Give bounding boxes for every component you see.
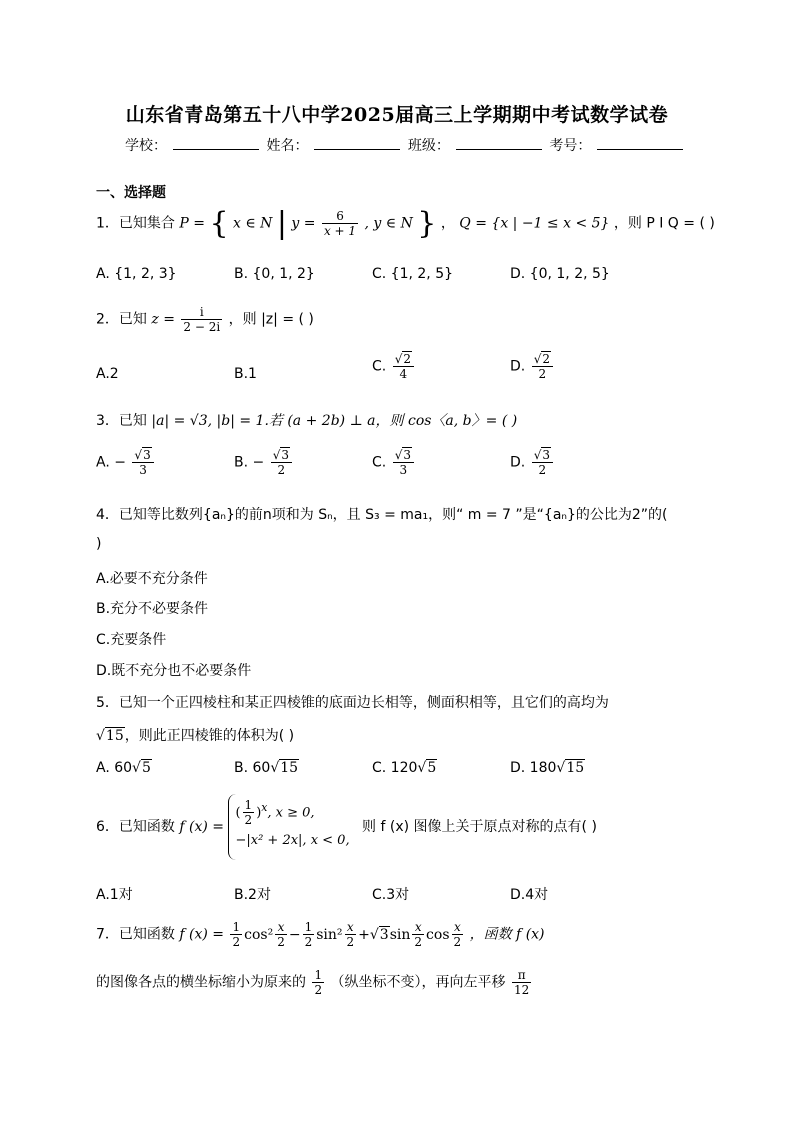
q3-c-label: C. bbox=[372, 454, 387, 471]
q7-pi-den: 12 bbox=[514, 983, 530, 997]
q5-d-sqrt: √15 bbox=[556, 760, 585, 776]
q6-case-2: −|x² + 2x|, x < 0, bbox=[235, 833, 350, 849]
q7-half-num: 1 bbox=[314, 968, 323, 982]
q4-option-a[interactable]: A.必要不充分条件 bbox=[96, 571, 208, 587]
q3-option-c[interactable] bbox=[372, 448, 416, 477]
question-5-line1: 5．已知一个正四棱柱和某正四棱锥的底面边长相等，侧面积相等，且它们的高均为 bbox=[96, 695, 609, 711]
q2-option-c[interactable] bbox=[372, 352, 416, 381]
q5-c-sqrt: √5 bbox=[417, 760, 437, 776]
q5-d-rad: 15 bbox=[566, 760, 585, 776]
q5-option-c[interactable] bbox=[372, 760, 437, 776]
q7-line2-mid: （纵坐标不变），再向左平移 bbox=[330, 974, 506, 991]
q6-option-c[interactable]: C.3对 bbox=[372, 887, 410, 903]
q2-option-d[interactable] bbox=[510, 352, 555, 381]
q3-option-d[interactable] bbox=[510, 448, 555, 477]
brace-open: { bbox=[209, 206, 229, 241]
q1-mid: ， bbox=[440, 215, 455, 232]
q5-option-b[interactable] bbox=[234, 760, 299, 776]
divider-bar: | bbox=[276, 206, 287, 241]
q7-stem: 7．已知函数 bbox=[96, 926, 175, 943]
number-blank[interactable] bbox=[597, 137, 683, 150]
q1-option-d[interactable]: D. {0, 1, 2, 5} bbox=[510, 266, 610, 282]
q5-a-label: A. 60 bbox=[96, 760, 133, 776]
q3-b-frac bbox=[271, 448, 292, 477]
question-5-line2 bbox=[96, 725, 294, 745]
q2-c-den: 4 bbox=[399, 367, 408, 381]
page-title: 山东省青岛第五十八中学2025届高三上学期期中考试数学试卷 bbox=[125, 104, 669, 126]
question-1 bbox=[96, 206, 715, 241]
q7-f3: $\frac{1}{2}$ bbox=[304, 920, 313, 949]
q2-option-b[interactable]: B.1 bbox=[234, 366, 257, 382]
q6-piecewise bbox=[228, 794, 349, 860]
q6-case1-tail: , x ≥ 0, bbox=[267, 805, 315, 821]
q1-y: y = bbox=[291, 215, 316, 232]
q2-tail: ，则 |z| = ( ) bbox=[228, 311, 314, 328]
q6-option-d[interactable]: D.4对 bbox=[510, 887, 549, 903]
q3-expr: |a| = √3, |b| = 1.若 (a + 2b) ⊥ a，则 cos〈a, b〉= ( ) bbox=[151, 413, 518, 429]
q3-b-num: √3 bbox=[271, 448, 292, 463]
name-label: 姓名： bbox=[266, 138, 309, 154]
q2-c-num: √2 bbox=[393, 352, 414, 367]
class-blank[interactable] bbox=[456, 137, 542, 150]
q3-d-label: D. bbox=[510, 454, 526, 471]
question-7 bbox=[96, 920, 545, 949]
q3-c-frac bbox=[393, 448, 414, 477]
q7-f6: $\frac{x}{2}$ bbox=[453, 920, 462, 949]
q7-fx: f (x) = bbox=[179, 926, 225, 943]
school-blank[interactable] bbox=[173, 137, 259, 150]
q3-a-frac bbox=[132, 448, 153, 477]
q7-f4: $\frac{x}{2}$ bbox=[346, 920, 355, 949]
q5-rad: 15 bbox=[105, 728, 124, 744]
name-blank[interactable] bbox=[314, 137, 400, 150]
q6-case1-den: 2 bbox=[244, 813, 253, 828]
q6-case1-frac bbox=[243, 798, 255, 827]
q5-c-label: C. 120 bbox=[372, 760, 418, 776]
q3-d-rad: 3 bbox=[542, 448, 550, 462]
q7-expr: $\frac{1}{2}$ cos² $\frac{x}{2}$ − $\frac{1}{2}$ sin² $\frac{x}{2}$ +√3sin $\frac{x}{2}$ cos $\frac{x}{2}$ bbox=[232, 920, 462, 949]
q5-a-sqrt: √5 bbox=[132, 760, 151, 776]
q5-b-label: B. 60 bbox=[234, 760, 271, 776]
q6-case-1: ( $\frac{1}{2}$ )$^x$, x ≥ 0, bbox=[235, 798, 315, 828]
q6-tail: 则 f (x) 图像上关于原点对称的点有( ) bbox=[362, 819, 597, 835]
q7-pi-num: π bbox=[512, 968, 531, 983]
q1-set-p: P = bbox=[179, 215, 205, 232]
q7-f1: $\frac{1}{2}$ bbox=[232, 920, 241, 949]
q3-d-frac bbox=[532, 448, 553, 477]
q5-option-a[interactable] bbox=[96, 760, 152, 776]
q6-fx: f (x) = bbox=[179, 819, 225, 835]
q3-a-rad: 3 bbox=[143, 448, 151, 462]
q3-b-rad: 3 bbox=[281, 448, 289, 462]
q2-option-d-label: D. bbox=[510, 358, 526, 375]
q2-c-rad: 2 bbox=[403, 352, 411, 366]
q2-stem: 2．已知 bbox=[96, 311, 147, 328]
q7-line2-text: 的图像各点的横坐标缩小为原来的 bbox=[96, 974, 306, 991]
q7-f2: $\frac{x}{2}$ bbox=[277, 920, 285, 949]
q5-option-d[interactable] bbox=[510, 760, 585, 776]
q2-option-c-label: C. bbox=[372, 358, 387, 375]
question-4-line2: ) bbox=[96, 536, 102, 552]
q1-stem: 1．已知集合 bbox=[96, 215, 175, 232]
q3-option-b[interactable] bbox=[234, 448, 294, 477]
q7-half-den: 2 bbox=[314, 983, 323, 997]
q5-sqrt: √15 bbox=[96, 728, 124, 744]
student-info-row bbox=[125, 135, 686, 155]
q1-fraction bbox=[322, 209, 358, 238]
q6-case1-num: 1 bbox=[244, 798, 253, 813]
class-label: 班级： bbox=[407, 138, 450, 154]
q4-option-b[interactable]: B.充分不必要条件 bbox=[96, 601, 209, 617]
q1-frac-num: 6 bbox=[322, 209, 358, 224]
q5-line2-text: ，则此正四棱锥的体积为( ) bbox=[124, 728, 295, 744]
q3-a-label: A. − bbox=[96, 454, 126, 471]
question-2 bbox=[96, 305, 314, 334]
q5-d-label: D. 180 bbox=[510, 760, 557, 776]
q3-option-a[interactable] bbox=[96, 448, 156, 477]
q3-c-den: 3 bbox=[399, 463, 408, 477]
q2-option-d-frac bbox=[532, 352, 553, 381]
q7-f5: $\frac{x}{2}$ bbox=[414, 920, 423, 949]
q2-z: z = bbox=[151, 311, 175, 328]
q3-d-num: √3 bbox=[532, 448, 553, 463]
section-heading: 一、选择题 bbox=[96, 185, 166, 201]
q7-expr-tail: ，函数 f (x) bbox=[469, 926, 545, 943]
q1-set-p-tail: , y ∈ N bbox=[364, 215, 413, 232]
q7-pi-frac bbox=[512, 968, 531, 997]
question-3 bbox=[96, 410, 517, 430]
q3-b-den: 2 bbox=[277, 463, 286, 477]
q2-d-rad: 2 bbox=[542, 352, 550, 366]
q7-half bbox=[312, 968, 324, 997]
q6-exponent: x bbox=[261, 801, 268, 814]
q1-tail: ，则 P I Q = ( ) bbox=[613, 215, 715, 232]
q2-frac-num: i bbox=[181, 305, 222, 320]
q3-b-label: B. − bbox=[234, 454, 265, 471]
q3-a-num: √3 bbox=[132, 448, 153, 463]
q1-option-b[interactable]: B. {0, 1, 2} bbox=[234, 266, 315, 282]
q4-option-d[interactable]: D.既不充分也不必要条件 bbox=[96, 663, 252, 679]
number-label: 考号： bbox=[549, 138, 592, 154]
q4-option-c[interactable]: C.充要条件 bbox=[96, 632, 167, 648]
q2-frac-den: 2 − 2i bbox=[183, 320, 221, 334]
q1-set-p-body: x ∈ N bbox=[232, 215, 273, 232]
q5-b-rad: 15 bbox=[280, 760, 299, 776]
q1-set-q: Q = {x | −1 ≤ x < 5} bbox=[459, 215, 610, 232]
q3-stem: 3．已知 bbox=[96, 413, 147, 429]
q2-d-den: 2 bbox=[538, 367, 547, 381]
q5-a-rad: 5 bbox=[141, 760, 151, 776]
question-4-line1: 4．已知等比数列{aₙ}的前n项和为 Sₙ，且 S₃ = ma₁，则“ m = 7 ”是“{aₙ}的公比为2”的( bbox=[96, 507, 668, 523]
q1-option-a[interactable]: A. {1, 2, 3} bbox=[96, 266, 177, 282]
q6-stem: 6．已知函数 bbox=[96, 819, 175, 835]
q2-option-c-frac bbox=[393, 352, 414, 381]
q1-option-c[interactable]: C. {1, 2, 5} bbox=[372, 266, 454, 282]
q3-d-den: 2 bbox=[538, 463, 547, 477]
q2-d-num: √2 bbox=[532, 352, 553, 367]
q6-option-a[interactable]: A.1对 bbox=[96, 887, 133, 903]
q3-c-num: √3 bbox=[393, 448, 414, 463]
q3-c-rad: 3 bbox=[403, 448, 411, 462]
question-7-line2 bbox=[96, 968, 533, 997]
q5-c-rad: 5 bbox=[427, 760, 437, 776]
q6-option-b[interactable]: B.2对 bbox=[234, 887, 271, 903]
q2-fraction bbox=[181, 305, 222, 334]
school-label: 学校： bbox=[125, 138, 167, 154]
brace-close: } bbox=[417, 206, 437, 241]
q2-option-a[interactable]: A.2 bbox=[96, 366, 119, 382]
q1-frac-den: x + 1 bbox=[323, 224, 357, 238]
q5-b-sqrt: √15 bbox=[270, 760, 299, 776]
q3-a-den: 3 bbox=[139, 463, 147, 477]
question-6 bbox=[96, 794, 597, 860]
